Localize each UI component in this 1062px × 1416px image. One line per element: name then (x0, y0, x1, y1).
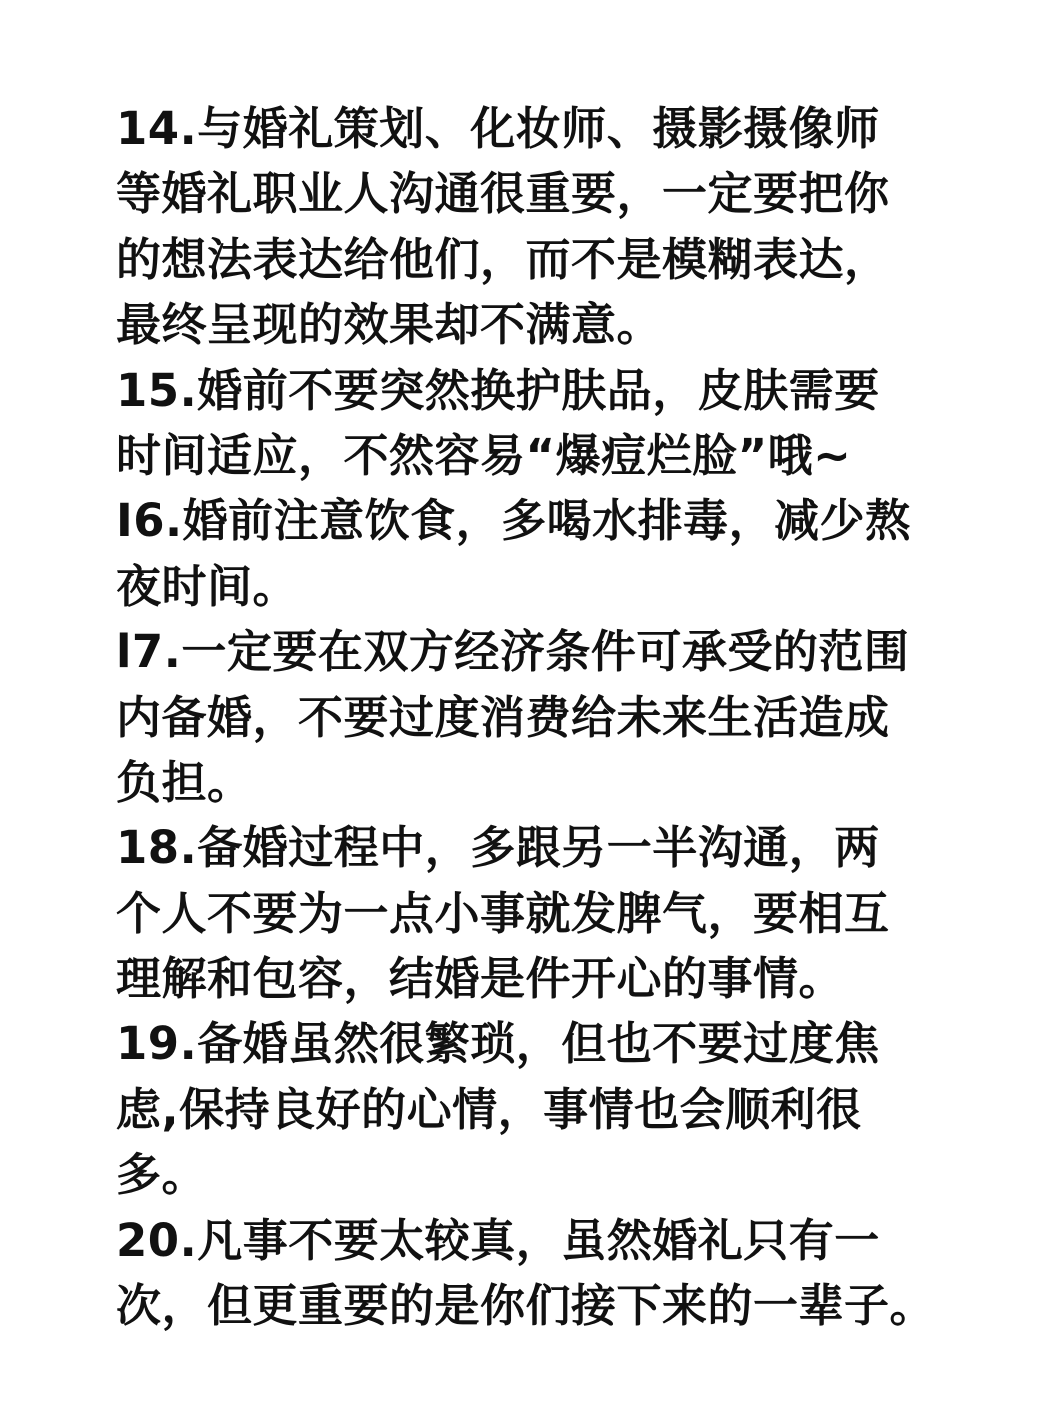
tip-18 (116, 815, 956, 1011)
tip-text-line: 最终呈现的效果却不满意。 (116, 298, 663, 352)
tip-list (116, 96, 956, 1338)
tip-19 (116, 1011, 956, 1207)
tip-text-line: 20.凡事不要太较真，虽然婚礼只有一 (116, 1213, 880, 1267)
tip-17 (116, 619, 956, 815)
tip-20 (116, 1208, 956, 1339)
tip-16 (116, 488, 956, 619)
tip-text-line: 负担。 (116, 755, 253, 809)
tip-text-line: 时间适应，不然容易“爆痘烂脸”哦~ (116, 428, 852, 482)
tip-text-line: 14.与婚礼策划、化妆师、摄影摄像师 (116, 102, 880, 155)
tip-text-line: 的想法表达给他们，而不是模糊表达， (116, 232, 890, 286)
tip-text-line: 次，但更重要的是你们接下来的一辈子。 (116, 1279, 936, 1333)
tip-text-line: 虑,保持良好的心情，事情也会顺利很 (116, 1082, 862, 1136)
tip-15 (116, 358, 956, 489)
tip-text-line: 多。 (116, 1148, 208, 1202)
tip-14 (116, 96, 956, 358)
tip-text-line: 夜时间。 (116, 559, 299, 613)
tip-text-line: 理解和包容，结婚是件开心的事情。 (116, 952, 845, 1006)
tip-text-line: l7.一定要在双方经济条件可承受的范围 (116, 625, 910, 679)
tip-text-line: 内备婚，不要过度消费给未来生活造成 (116, 690, 890, 744)
tip-text-line: 15.婚前不要突然换护肤品，皮肤需要 (116, 363, 880, 417)
tip-text-line: 19.备婚虽然很繁琐，但也不要过度焦 (116, 1017, 880, 1071)
tip-text-line: 个人不要为一点小事就发脾气，要相互 (116, 886, 890, 940)
tip-text-line: 等婚礼职业人沟通很重要，一定要把你 (116, 167, 890, 221)
tip-text-line: 18.备婚过程中，多跟另一半沟通，两 (116, 821, 880, 875)
tip-text-line: I6.婚前注意饮食，多喝水排毒，减少熬 (116, 494, 911, 548)
